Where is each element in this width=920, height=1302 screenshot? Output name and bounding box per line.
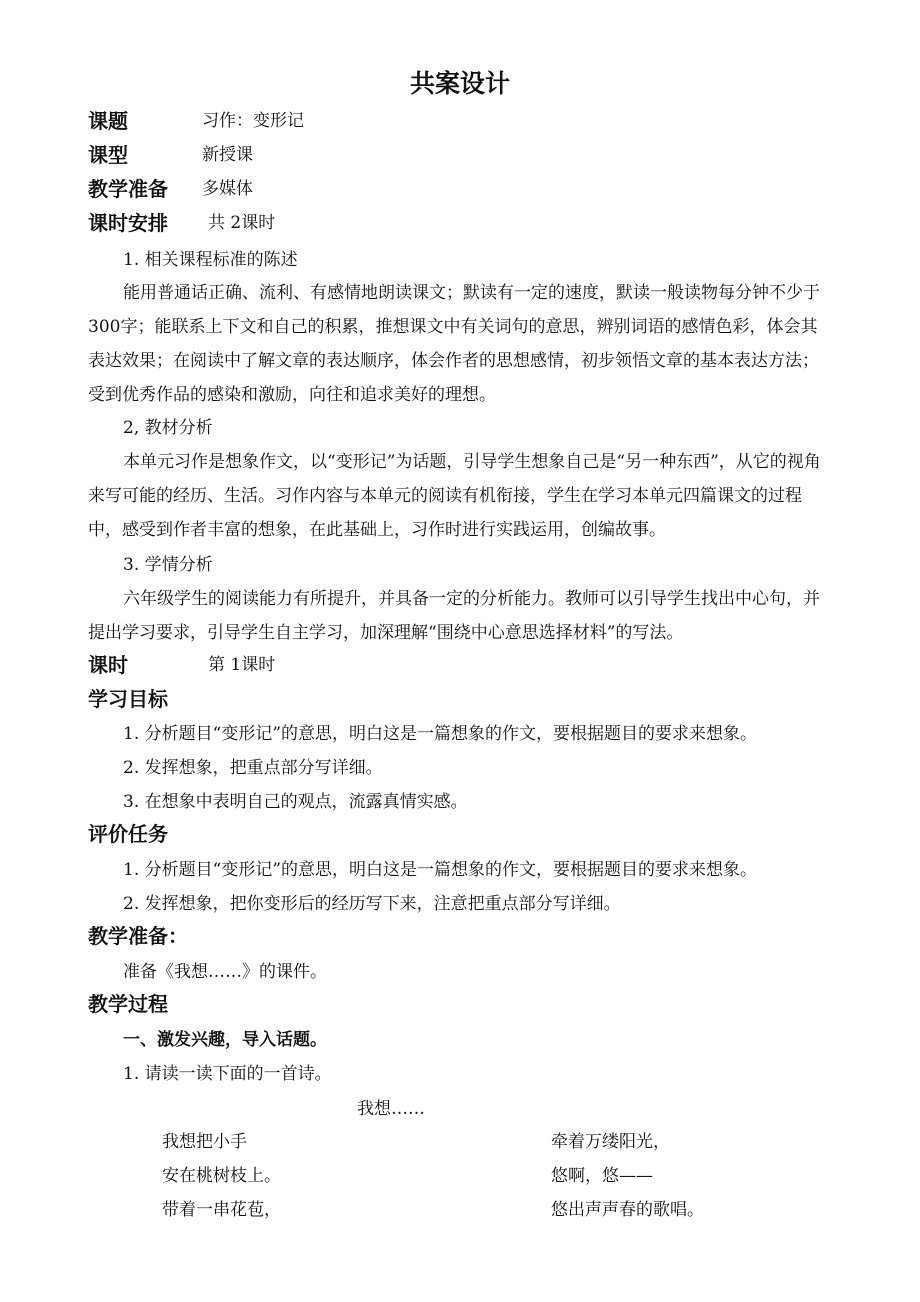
prep-text: 准备《我想……》的课件。	[123, 962, 327, 982]
objectives-heading: 学习目标	[88, 687, 168, 711]
evaluation-heading: 评价任务	[88, 822, 168, 846]
learner-heading: 3. 学情分析	[123, 555, 213, 575]
poem-right-line-1: 牵着万缕阳光，	[551, 1132, 670, 1152]
evaluation-item-2: 2. 发挥想象，把你变形后的经历写下来，注意把重点部分写详细。	[123, 894, 621, 914]
poem-left-line-3: 带着一串花苞，	[162, 1200, 281, 1220]
poem-left-line-2: 安在桃树枝上。	[162, 1166, 281, 1186]
meta-topic-value: 习作：变形记	[202, 111, 304, 131]
lesson-value: 第 1课时	[208, 655, 276, 675]
meta-prep-key: 教学准备	[88, 177, 168, 201]
meta-type-key: 课型	[88, 143, 128, 167]
material-text: 本单元习作是想象作文，以“变形记”为话题，引导学生想象自己是“另一种东西”，从它的视角来写可能的经历、生活。习作内容与本单元的阅读有机衔接，学生在学习本单元四篇课文的过程中，感受到作者丰富的想象，在此基础上，习作时进行实践运用，创编故事。	[88, 452, 821, 540]
learner-text: 六年级学生的阅读能力有所提升，并具备一定的分析能力。教师可以引导学生找出中心句，并提出学习要求，引导学生自主学习，加深理解“围绕中心意思选择材料”的写法。	[88, 589, 820, 643]
meta-schedule-value: 共 2课时	[208, 213, 276, 233]
objective-item-1: 1. 分析题目“变形记”的意思，明白这是一篇想象的作文，要根据题目的要求来想象。	[123, 724, 758, 744]
material-heading: 2, 教材分析	[123, 418, 213, 438]
prep-heading: 教学准备：	[88, 924, 188, 948]
poem-right-line-2: 悠啊，悠——	[551, 1166, 653, 1186]
evaluation-item-1: 1. 分析题目“变形记”的意思，明白这是一篇想象的作文，要根据题目的要求来想象。	[123, 860, 758, 880]
poem-right-line-3: 悠出声声春的歌唱。	[551, 1200, 704, 1220]
objective-item-3: 3. 在想象中表明自己的观点，流露真情实感。	[123, 792, 468, 812]
meta-prep-value: 多媒体	[202, 179, 253, 199]
meta-type-value: 新授课	[202, 145, 253, 165]
meta-topic-key: 课题	[88, 109, 128, 133]
process-heading: 教学过程	[88, 992, 168, 1016]
poem-left-line-1: 我想把小手	[162, 1132, 247, 1152]
standards-text: 能用普通话正确、流利、有感情地朗读课文；默读有一定的速度，默读一般读物每分钟不少于300字；能联系上下文和自己的积累，推想课文中有关词句的意思，辨别词语的感情色彩，体会其表达效果；在阅读中了解文章的表达顺序，体会作者的思想感情，初步领悟文章的基本表达方法；受到优秀作品的感染和激励，向往和追求美好的理想。	[88, 283, 820, 405]
page-title: 共案设计	[409, 69, 510, 98]
process-step-1-item: 1. 请读一读下面的一首诗。	[123, 1064, 332, 1084]
standards-heading: 1. 相关课程标准的陈述	[123, 250, 298, 270]
objective-item-2: 2. 发挥想象，把重点部分写详细。	[123, 758, 383, 778]
meta-schedule-key: 课时安排	[88, 211, 168, 235]
lesson-key: 课时	[88, 653, 128, 677]
poem-title: 我想……	[357, 1099, 425, 1119]
process-step-1: 一、激发兴趣，导入话题。	[123, 1030, 327, 1050]
